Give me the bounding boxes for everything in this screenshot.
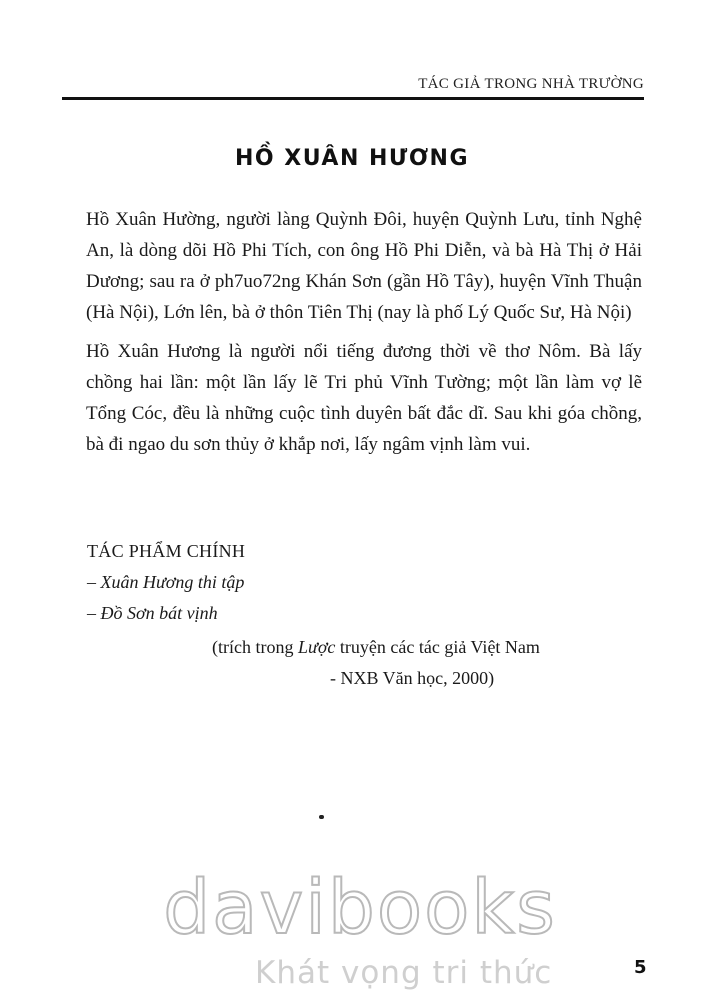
citation-line-1 [212,632,642,663]
citation-prefix: (trích trong [212,637,298,657]
watermark-slogan: Khát vọng tri thức [255,955,553,991]
main-works-section [87,536,245,629]
citation-italic-word: Lược [297,637,336,657]
ink-speck [319,815,324,819]
source-citation [212,632,642,694]
main-works-heading: TÁC PHẨM CHÍNH [87,541,246,561]
main-work-item: – Xuân Hương thi tập [87,572,245,592]
watermark-brand: davibooks [163,865,557,951]
main-work-item: – Đồ Sơn bát vịnh [87,603,218,623]
paragraph-life: Hồ Xuân Hương là người nổi tiếng đương thời về thơ Nôm. Bà lấy chồng hai lần: một lần lấy lẽ Tri phủ Vĩnh Tường; một lần làm vợ lẽ Tổng Cóc, đều là những cuộc tình duyên bất đắc dĩ. Sau khi góa chồng, bà đi ngao du sơn thủy ở khắp nơi, lấy ngâm vịnh làm vui. [86,341,642,455]
running-header: TÁC GIẢ TRONG NHÀ TRƯỜNG [418,76,644,92]
header-rule [62,97,644,100]
paragraph-biography: Hồ Xuân Hường, người làng Quỳnh Đôi, huyện Quỳnh Lưu, tỉnh Nghệ An, là dòng dõi Hồ Phi Tích, con ông Hồ Phi Diễn, và bà Hà Thị ở Hải Dương; sau ra ở ph7uo72ng Khán Sơn (gần Hồ Tây), huyện Vĩnh Thuận (Hà Nội), Lớn lên, bà ở thôn Tiên Thị (nay là phố Lý Quốc Sư, Hà Nội) [86,209,642,323]
citation-suffix: truyện các tác giả Việt Nam [335,637,540,657]
page-number: 5 [634,957,647,978]
article-title: HỒ XUÂN HƯƠNG [235,146,469,171]
article-body [86,204,642,468]
citation-line-2: - NXB Văn học, 2000) [330,668,495,688]
